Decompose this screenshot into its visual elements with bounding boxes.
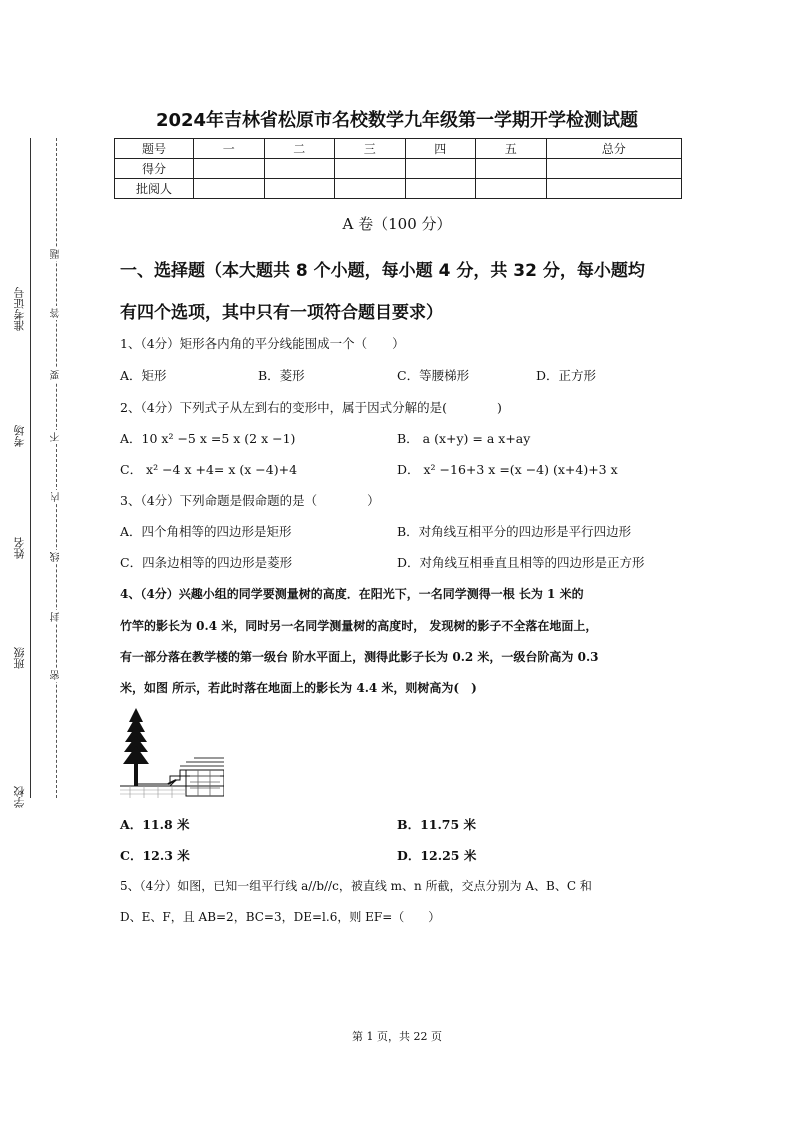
question-4-line: 有一部分落在教学楼的第一级台 阶水平面上，测得此影子长为 0.2 米，一级台阶高为 0.3 xyxy=(120,650,599,664)
margin-field-class: 班级 xyxy=(13,647,26,669)
table-row xyxy=(115,159,682,179)
score-cell[interactable] xyxy=(264,179,335,199)
table-header-cell: 总分 xyxy=(546,139,682,159)
question-1-option-a: A．矩形 xyxy=(120,368,167,383)
question-2-stem: 2、（4分）下列式子从左到右的变形中，属于因式分解的是( ) xyxy=(120,400,502,415)
score-cell[interactable] xyxy=(335,179,406,199)
table-row-label: 得分 xyxy=(115,159,194,179)
score-cell[interactable] xyxy=(264,159,335,179)
table-row-label: 批阅人 xyxy=(115,179,194,199)
question-3-option-a: A．四个角相等的四边形是矩形 xyxy=(120,524,292,539)
question-1-option-b: B．菱形 xyxy=(258,368,305,383)
table-row xyxy=(115,179,682,199)
score-cell[interactable] xyxy=(194,159,265,179)
question-4-option-d: D．12.25 米 xyxy=(397,848,477,863)
question-4-line: 4、（4分）兴趣小组的同学要测量树的高度．在阳光下，一名同学测得一根 长为 1 米的 xyxy=(120,587,584,601)
margin-dashed-line xyxy=(56,138,57,798)
page-footer: 第 1 页，共 22 页 xyxy=(352,1030,442,1043)
section-heading-line2: 有四个选项，其中只有一项符合题目要求） xyxy=(120,303,443,323)
section-heading-line1: 一、选择题（本大题共 8 个小题，每小题 4 分，共 32 分，每小题均 xyxy=(120,261,645,281)
margin-field-school: 学校 xyxy=(13,786,26,808)
margin-mark: 密 xyxy=(51,670,62,680)
margin-field-name: 姓名 xyxy=(13,537,26,559)
score-cell[interactable] xyxy=(476,179,547,199)
margin-field-exam-number: 准考证号 xyxy=(13,287,26,331)
score-cell[interactable] xyxy=(476,159,547,179)
tree-icon xyxy=(123,708,149,786)
score-cell[interactable] xyxy=(405,179,476,199)
margin-solid-line xyxy=(30,138,31,798)
score-cell[interactable] xyxy=(546,159,682,179)
margin-mark: 封 xyxy=(51,612,62,622)
question-3-option-b: B．对角线互相平分的四边形是平行四边形 xyxy=(397,524,632,539)
question-1-option-d: D．正方形 xyxy=(536,368,597,383)
score-cell[interactable] xyxy=(194,179,265,199)
table-header-cell: 五 xyxy=(476,139,547,159)
page-title: 2024年吉林省松原市名校数学九年级第一学期开学检测试题 xyxy=(155,110,639,131)
question-1-option-c: C．等腰梯形 xyxy=(397,368,470,383)
table-header-cell: 一 xyxy=(194,139,265,159)
table-header-cell: 三 xyxy=(335,139,406,159)
tree-shadow-figure xyxy=(120,706,224,800)
question-2-option-c: C． x² −4 x +4= x (x −4)+4 xyxy=(120,462,298,477)
score-cell[interactable] xyxy=(546,179,682,199)
question-5-line: 5、（4分）如图，已知一组平行线 a//b//c，被直线 m、n 所截，交点分别为 A、B、C 和 xyxy=(120,879,592,893)
margin-mark: 要 xyxy=(51,370,62,380)
score-cell[interactable] xyxy=(405,159,476,179)
question-4-option-c: C．12.3 米 xyxy=(120,848,190,863)
question-4-option-b: B．11.75 米 xyxy=(397,817,477,832)
score-cell[interactable] xyxy=(335,159,406,179)
question-3-stem: 3、（4分）下列命题是假命题的是（ ） xyxy=(120,493,380,508)
table-header-cell: 二 xyxy=(264,139,335,159)
question-4-line: 竹竿的影长为 0.4 米，同时另一名同学测量树的高度时， 发现树的影子不全落在地面上， xyxy=(120,619,598,633)
question-1-stem: 1、（4分）矩形各内角的平分线能围成一个（ ） xyxy=(120,336,405,351)
table-header-cell: 题号 xyxy=(115,139,194,159)
volume-label: A 卷（100 分） xyxy=(342,215,452,233)
question-4-line: 米，如图 所示，若此时落在地面上的影长为 4.4 米，则树高为( ) xyxy=(120,681,477,695)
question-3-option-c: C．四条边相等的四边形是菱形 xyxy=(120,555,293,570)
question-5-line: D、E、F，且 AB=2，BC=3，DE=l.6，则 EF=（ ） xyxy=(120,910,441,924)
margin-mark: 不 xyxy=(51,432,62,442)
score-table xyxy=(114,138,682,199)
question-2-option-b: B． a (x+y) = a x+ay xyxy=(397,431,531,446)
question-3-option-d: D．对角线互相垂直且相等的四边形是正方形 xyxy=(397,555,645,570)
margin-mark: 答 xyxy=(51,308,62,318)
margin-mark: 内 xyxy=(51,492,62,502)
question-2-option-a: A．10 x² −5 x =5 x (2 x −1) xyxy=(120,431,296,446)
margin-field-exam-room: 考场 xyxy=(13,425,26,447)
margin-mark: 题 xyxy=(51,249,62,259)
table-header-cell: 四 xyxy=(405,139,476,159)
margin-mark: 线 xyxy=(51,552,62,562)
question-2-option-d: D． x² −16+3 x =(x −4) (x+4)+3 x xyxy=(397,462,618,477)
table-header-row xyxy=(115,139,682,159)
question-4-option-a: A．11.8 米 xyxy=(120,817,190,832)
